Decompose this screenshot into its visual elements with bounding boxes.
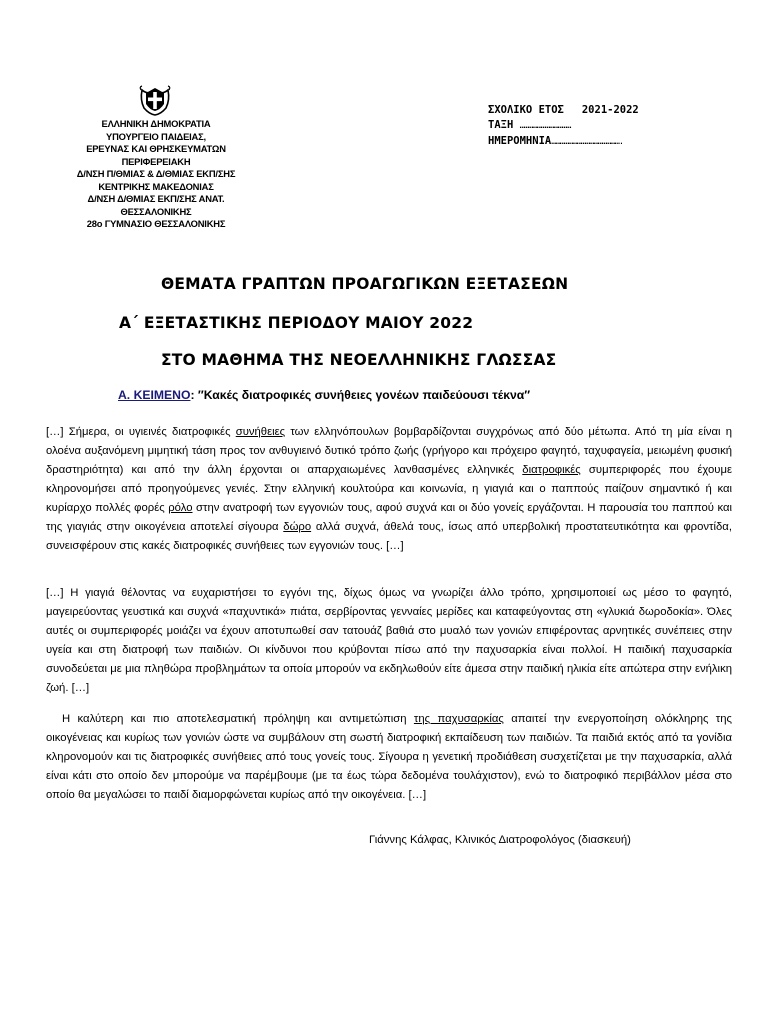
- ministry-line: ΚΕΝΤΡΙΚΗΣ ΜΑΚΕΔΟΝΙΑΣ: [98, 180, 214, 192]
- school-year-value: 2021-2022: [581, 104, 639, 116]
- text-run: […] Σήμερα, οι υγιεινές διατροφικές: [46, 426, 236, 438]
- school-year-row: [488, 103, 728, 118]
- underlined-word: ρόλο: [168, 502, 193, 514]
- text-run: Η καλύτερη και πιο αποτελεσματική πρόληψη και αντιμετώπιση: [62, 713, 414, 725]
- date-label: ΗΜΕΡΟΜΗΝΙΑ: [488, 135, 552, 147]
- ministry-line: Δ/ΝΣΗ Δ/ΘΜΙΑΣ ΕΚΠ/ΣΗΣ ΑΝΑΤ.: [87, 193, 225, 204]
- text-run: στην ανατροφή των εγγονιών τους, αφού συχνά και οι δύο γονείς εργάζονται. Η παρουσία του παππού και της γιαγιάς στην οικογένεια αποτελεί σίγουρα: [46, 502, 733, 533]
- underlined-word: συνήθειες: [235, 426, 286, 438]
- school-year-label: ΣΧΟΛΙΚΟ ΕΤΟΣ: [488, 104, 564, 116]
- section-heading: [118, 388, 530, 402]
- class-field: ………………………………: [519, 121, 571, 131]
- greek-coat-of-arms-icon: [138, 84, 172, 116]
- class-row: [488, 118, 728, 134]
- text-run: αλλά συχνά, άθελά τους, ίσως από υπερβολική προστατευτικότητα και φροντίδα, συνεισφέρουν στις κακές διατροφικές συνήθειες των εγγονιών τους. […]: [46, 521, 732, 552]
- exam-title: ΘΕΜΑΤΑ ΓΡΑΠΤΩΝ ΠΡΟΑΓΩΓΙΚΩΝ ΕΞΕΤΑΣΕΩΝ: [161, 275, 569, 293]
- section-label: Α. ΚΕΙΜΕΝΟ: [118, 388, 191, 402]
- ministry-line: ΕΡΕΥΝΑΣ ΚΑΙ ΘΡΗΣΚΕΥΜΑΤΩΝ: [86, 143, 226, 154]
- exam-subject: ΣΤΟ ΜΑΘΗΜΑ ΤΗΣ ΝΕΟΕΛΛΗΝΙΚΗΣ ΓΛΩΣΣΑΣ: [161, 351, 557, 369]
- date-field: ………………………………………….: [551, 137, 623, 147]
- text-run: των ελληνόπουλων βομβαρδίζονται συγχρόνως από δύο μέτωπα. Από τη μία είναι η ολοένα αυξανόμενη μιμητική τάση προς τον ανθυγιεινό δυτικό τρόπο ζωής (γρήγορο και πρόχειρο φαγητό, ταχυφαγεία, μειωμένη φυσική δραστηριότητα) και από την άλλη έρχονται οι απαρχαιωμένες λανθασμένες ελληνικές: [46, 426, 732, 476]
- underlined-word: δώρο: [283, 521, 312, 533]
- text-paragraph-3: [46, 710, 732, 805]
- class-label: ΤΑΞΗ: [488, 119, 514, 131]
- underlined-word: διατροφικές: [522, 464, 581, 476]
- text-run: απαιτεί την ενεργοποίηση ολόκληρης της οικογένειας και κυρίως των γονιών ώστε να συμβάλουν στη σωστή διατροφική εκπαίδευση των παιδιών. Τα παιδιά εκτός από τα γονίδια κληρονομούν και τις διατροφικές συνήθειες από τους γονείς τους. Σίγουρα η γενετική προδιάθεση συσχετίζεται με την παχυσαρκία, αλλά είναι κάτι στο οποίο δεν μπορούμε να παρέμβουμε (με τα έως τώρα δεδομένα τουλάχιστον), ενώ το διατροφικό περιβάλλον μέσα στο οποίο θα μεγαλώσει το παιδί διαμορφώνεται κυρίως από την οικογένεια. […]: [46, 713, 732, 801]
- exam-period: Α΄ ΕΞΕΤΑΣΤΙΚΗΣ ΠΕΡΙΟΔΟΥ ΜΑΙΟΥ 2022: [119, 314, 474, 332]
- ministry-line: ΥΠΟΥΡΓΕΙΟ ΠΑΙΔΕΙΑΣ,: [106, 130, 206, 142]
- date-row: [488, 134, 728, 150]
- author-signature: Γιάννης Κάλφας, Κλινικός Διατροφολόγος (διασκευή): [369, 834, 631, 846]
- underlined-word: της παχυσαρκίας: [413, 713, 504, 725]
- ministry-line: ΠΕΡΙΦΕΡΕΙΑΚΗ: [121, 155, 191, 167]
- ministry-line: ΕΛΛΗΝΙΚΗ ΔΗΜΟΚΡΑΤΙΑ: [101, 118, 211, 129]
- section-title: ″Κακές διατροφικές συνήθειες γονέων παιδεύουσι τέκνα″: [194, 388, 531, 402]
- ministry-line: 28ο ΓΥΜΝΑΣΙΟ ΘΕΣΣΑΛΟΝΙΚΗΣ: [86, 218, 226, 229]
- text-paragraph-1: [46, 423, 732, 556]
- ministry-line: Δ/ΝΣΗ Π/ΘΜΙΑΣ & Δ/ΘΜΙΑΣ ΕΚΠ/ΣΗΣ: [76, 168, 236, 179]
- section-colon: :: [190, 388, 195, 402]
- text-run: συμπεριφορές που έχουμε κληρονομήσει από προηγούμενες γενιές. Στην ελληνική κουλτούρα και κοινωνία, η γιαγιά και ο παππούς παίζουν σημαντικό ή και κυρίαρχο πολλές φορές: [46, 464, 732, 514]
- ministry-line: ΘΕΣΣΑΛΟΝΙΚΗΣ: [120, 205, 192, 217]
- exam-meta: [488, 103, 728, 150]
- text-paragraph-2: […] Η γιαγιά θέλοντας να ευχαριστήσει το εγγόνι της, δίχως όμως να γνωρίζει άλλο τρόπο, χρησιμοποιεί ως μέσο το φαγητό, μαγειρεύοντας γευστικά και συχνά «παχυντικά» πιάτα, σερβίροντας γενναίες μερίδες και καταφεύγοντας στη «γλυκιά δωροδοκία». Όλες αυτές οι συμπεριφορές μοιάζει να έχουν αποτυπωθεί σαν τατουάζ βαθιά στο μυαλό των γονιών επιφέροντας αρνητικές συνέπειες στην υγεία και στη διατροφή των παιδιών. Οι κίνδυνοι που κρύβονται πίσω από την παχυσαρκία είναι πολλοί. Η παιδική παχυσαρκία συνοδεύεται με μια πληθώρα προβλημάτων τα οποία μπορούν να εκδηλωθούν είτε άμεσα στην παιδική ηλικία είτε απώτερα στην ενήλικη ζωή. […]: [46, 587, 732, 694]
- ministry-header: [70, 118, 242, 231]
